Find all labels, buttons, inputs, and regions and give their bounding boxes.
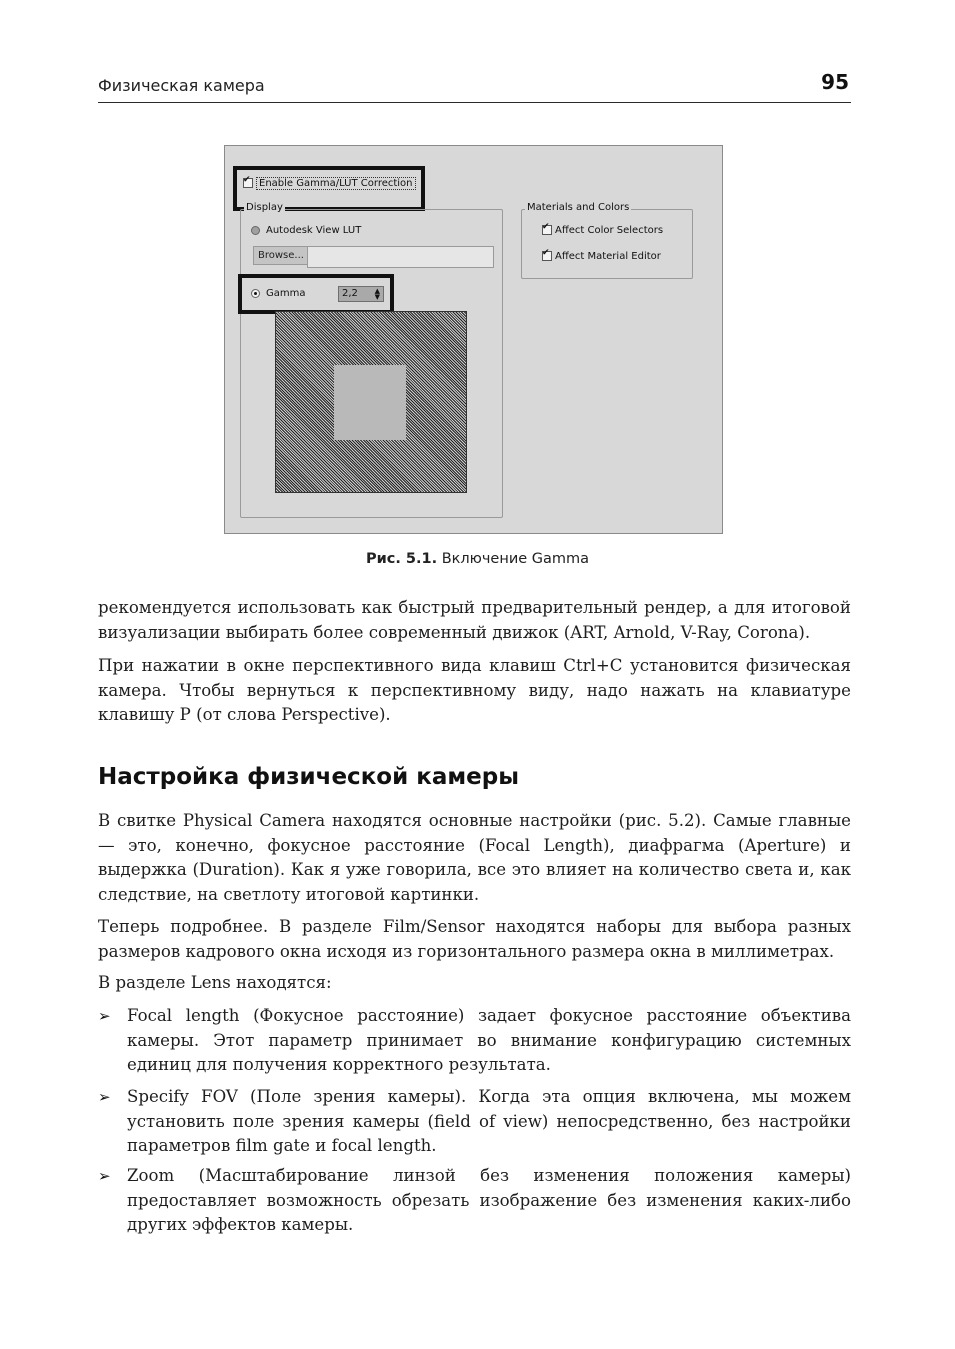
gamma-value: 2,2 <box>342 288 358 299</box>
enable-gamma-checkbox[interactable] <box>243 178 416 189</box>
checkbox-checked-icon <box>243 178 253 188</box>
lut-radio-option[interactable] <box>251 225 361 236</box>
affect-material-editor-label: Affect Material Editor <box>555 251 661 262</box>
checkbox-checked-icon <box>542 225 552 235</box>
list-item <box>98 1004 851 1078</box>
gamma-test-pattern <box>275 311 467 493</box>
figure-screenshot <box>224 145 723 534</box>
paragraph: При нажатии в окне перспективного вида клавиш Ctrl+C установится физическая камера. Чтобы вернуться к перспективному виду, надо нажать на клавиатуре клавишу P (от слова Perspective). <box>98 656 851 724</box>
page-header <box>98 70 851 103</box>
figure-caption <box>0 551 955 567</box>
radio-off-icon <box>251 226 260 235</box>
checkbox-checked-icon <box>542 251 552 261</box>
paragraph: В разделе Lens находятся: <box>98 973 332 992</box>
gamma-radio-option[interactable] <box>251 288 306 299</box>
running-title: Физическая камера <box>98 76 265 95</box>
gamma-option-label: Gamma <box>266 288 306 299</box>
affect-material-editor-checkbox[interactable] <box>542 251 661 262</box>
list-item <box>98 1164 851 1238</box>
section-heading: Настройка физической камеры <box>98 764 520 790</box>
caption-text: Включение Gamma <box>441 551 590 567</box>
display-group-title: Display <box>246 202 283 213</box>
paragraph: Теперь подробнее. В разделе Film/Sensor находятся наборы для выбора разных размеров кадрового окна исходя из горизонтального размера окна в миллиметрах. <box>98 917 851 961</box>
gamma-test-center <box>334 365 406 440</box>
affect-color-selectors-label: Affect Color Selectors <box>555 225 664 236</box>
list-item-text: Zoom (Масштабирование линзой без изменения положения камеры) предоставляет возможность обрезать изображение без изменения каких-либо других эффектов камеры. <box>127 1166 851 1234</box>
lut-option-label: Autodesk View LUT <box>266 225 362 236</box>
radio-on-icon <box>251 289 260 298</box>
bullet-arrow-icon: ➢ <box>98 1088 111 1106</box>
list-item <box>98 1085 851 1159</box>
browse-button[interactable]: Browse... <box>253 246 309 265</box>
paragraph: рекомендуется использовать как быстрый предварительный рендер, а для итоговой визуализации выбирать более современный движок (ART, Arnold, V-Ray, Corona). <box>98 598 851 642</box>
bullet-arrow-icon: ➢ <box>98 1167 111 1185</box>
list-item-text: Focal length (Фокусное расстояние) задает фокусное расстояние объектива камеры. Этот параметр принимает во внимание конфигурацию системных единиц для получения корректного результата. <box>127 1006 851 1074</box>
bullet-arrow-icon: ➢ <box>98 1007 111 1025</box>
caption-label: Рис. 5.1. <box>365 551 438 567</box>
spinner-arrows-icon[interactable]: ▲ ▼ <box>374 287 380 301</box>
materials-group-title: Materials and Colors <box>527 202 630 213</box>
paragraph: В свитке Physical Camera находятся основные настройки (рис. 5.2). Самые главные — это, конечно, фокусное расстояние (Focal Length), диафрагма (Aperture) и выдержка (Duration). Как я уже говорила, все это влияет на количество света и, как следствие, на светлоту итоговой картинки. <box>98 811 851 904</box>
enable-gamma-label: Enable Gamma/LUT Correction <box>256 177 416 190</box>
materials-group <box>521 209 693 279</box>
lut-path-field[interactable] <box>307 246 494 268</box>
affect-color-selectors-checkbox[interactable] <box>542 225 663 236</box>
gamma-spinner[interactable] <box>338 286 384 302</box>
list-item-text: Specify FOV (Поле зрения камеры). Когда эта опция включена, мы можем установить поле зрения камеры (field of view) непосредственно, без настройки параметров film gate и focal length. <box>127 1087 851 1155</box>
page-number: 95 <box>821 70 849 94</box>
